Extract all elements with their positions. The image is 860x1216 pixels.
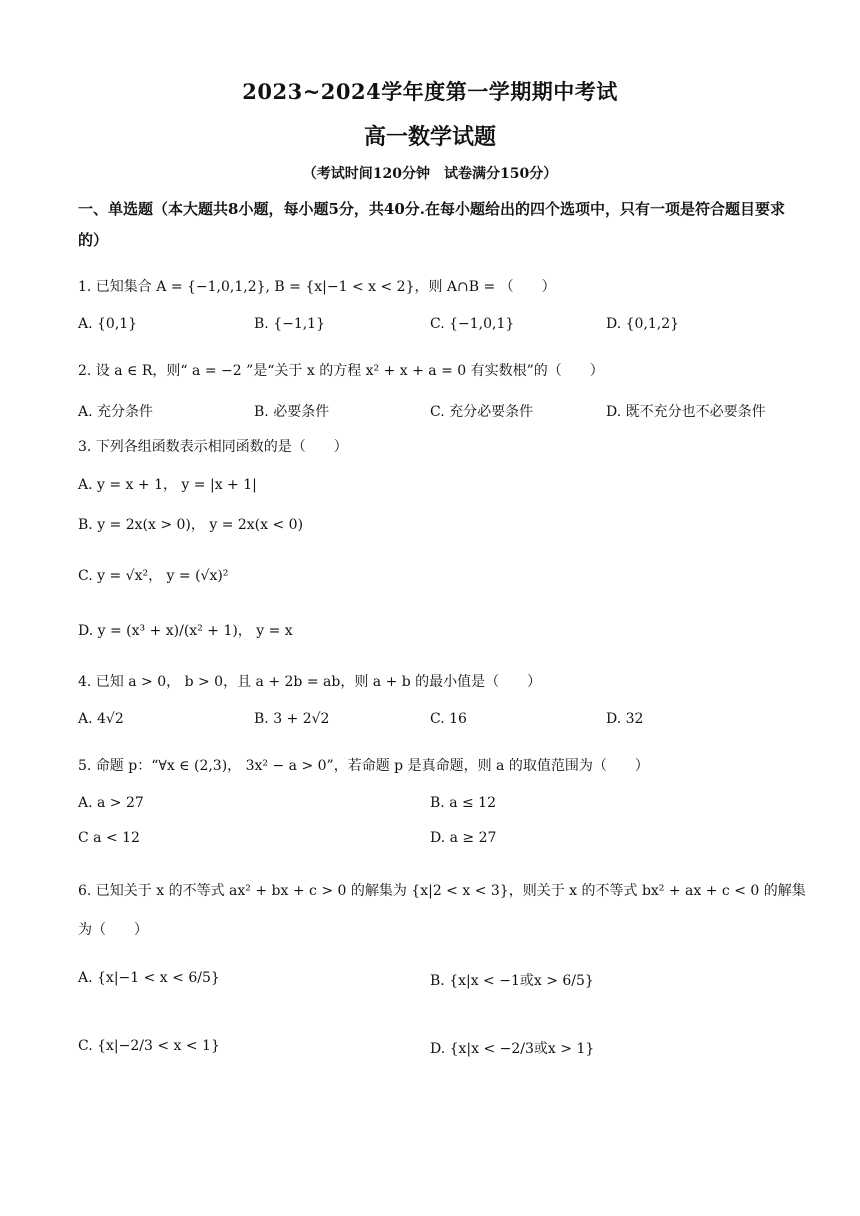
q6-option-c: C. {x|−2/3 < x < 1} — [78, 1038, 220, 1054]
q4-option-c: C. 16 — [430, 711, 467, 727]
q3-option-c: C. y = √x²， y = (√x)² — [78, 568, 229, 584]
q5-option-b: B. a ≤ 12 — [430, 795, 496, 811]
question-3: 3. 下列各组函数表示相同函数的是（ ） — [78, 439, 348, 455]
q4-option-a: A. 4√2 — [78, 711, 124, 727]
q2-option-c: C. 充分必要条件 — [430, 404, 534, 420]
q1-option-d: D. {0,1,2} — [606, 316, 680, 332]
q3-option-a: A. y = x + 1， y = |x + 1| — [78, 477, 257, 493]
q5-option-d: D. a ≥ 27 — [430, 830, 497, 846]
question-1: 1. 已知集合 A = {−1,0,1,2}, B = {x|−1 < x < 2}，则 A∩B = （ ） — [78, 279, 556, 295]
question-2: 2. 设 a ∈ R，则“ a = −2 ”是“关于 x 的方程 x² + x + a = 0 有实数根”的（ ） — [78, 363, 604, 379]
question-6: 6. 已知关于 x 的不等式 ax² + bx + c > 0 的解集为 {x|2 < x < 3}，则关于 x 的不等式 bx² + ax + c < 0 的解集 — [78, 883, 806, 899]
q1-option-a: A. {0,1} — [78, 316, 138, 332]
q1-option-c: C. {−1,0,1} — [430, 316, 515, 332]
question-5: 5. 命题 p：“∀x ∈ (2,3)， 3x² − a > 0”，若命题 p 是真命题，则 a 的取值范围为（ ） — [78, 758, 649, 774]
q6-option-b: B. {x|x < −1或x > 6/5} — [430, 973, 594, 989]
question-4: 4. 已知 a > 0， b > 0，且 a + 2b = ab，则 a + b 的最小值是（ ） — [78, 674, 542, 690]
q5-option-a: A. a > 27 — [78, 795, 144, 811]
q2-option-b: B. 必要条件 — [254, 404, 330, 420]
exam-info: （考试时间120分钟 试卷满分150分） — [302, 166, 558, 182]
q2-option-a: A. 充分条件 — [78, 404, 154, 420]
q3-option-d: D. y = (x³ + x)/(x² + 1)， y = x — [78, 623, 293, 639]
q6-option-d: D. {x|x < −2/3或x > 1} — [430, 1041, 595, 1057]
q1-option-b: B. {−1,1} — [254, 316, 325, 332]
exam-title: 2023~2024学年度第一学期期中考试 — [242, 79, 618, 104]
exam-subject: 高一数学试题 — [363, 124, 496, 150]
q5-option-c: C a < 12 — [78, 830, 140, 846]
q4-option-d: D. 32 — [606, 711, 644, 727]
q4-option-b: B. 3 + 2√2 — [254, 711, 330, 727]
section-heading: 一、单选题（本大题共8小题，每小题5分，共40分.在每小题给出的四个选项中，只有一项是符合题目要求的） — [78, 200, 785, 249]
question-6-continued: 为（ ） — [78, 922, 148, 938]
q6-option-a: A. {x|−1 < x < 6/5} — [78, 970, 220, 986]
q2-option-d: D. 既不充分也不必要条件 — [606, 404, 766, 420]
q3-option-b: B. y = 2x(x > 0)， y = 2x(x < 0) — [78, 517, 304, 533]
